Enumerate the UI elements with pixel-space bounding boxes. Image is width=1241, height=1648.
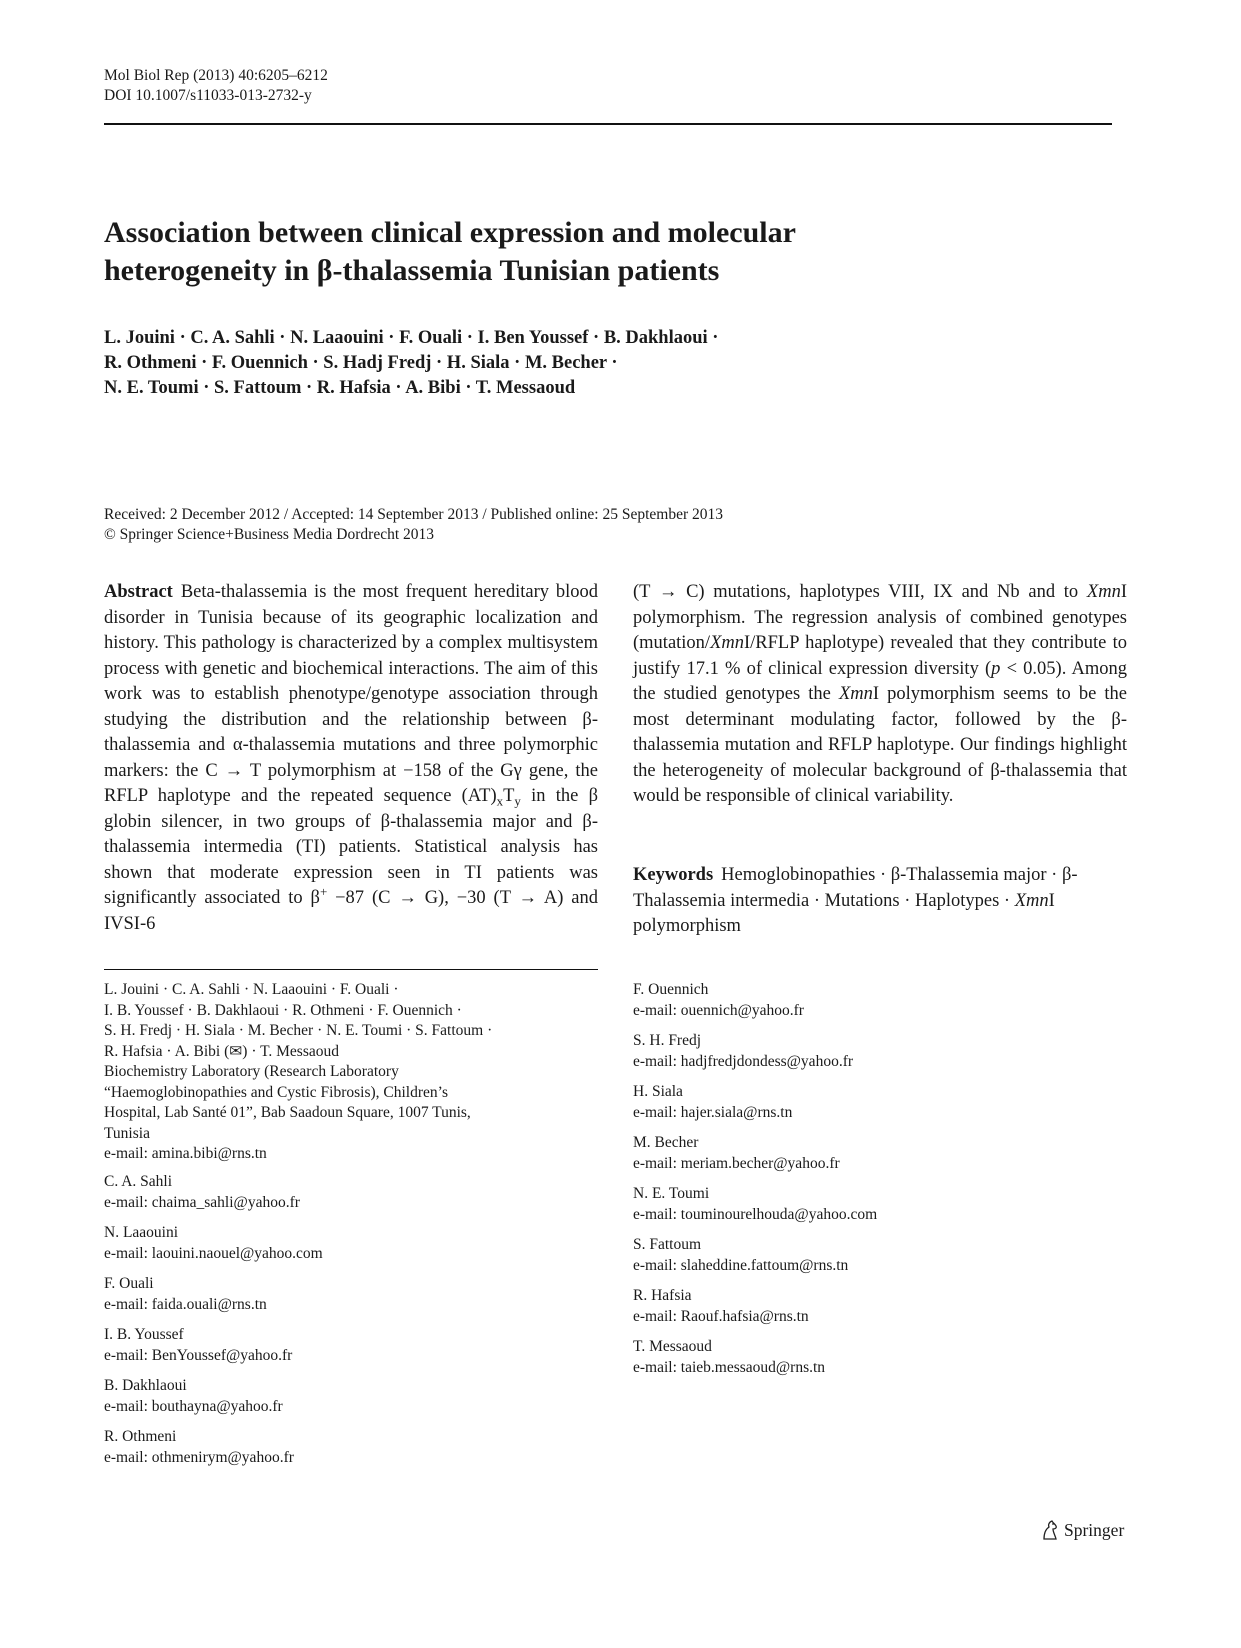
contact-name: N. E. Toumi [633,1185,710,1202]
contact-entry [104,1274,598,1315]
contact-email[interactable]: e-mail: meriam.becher@yahoo.fr [633,1154,840,1172]
abstract-text: I polymorphism. The regression analysis of combined genotypes (mutation/ [633,582,1127,653]
keywords-label: Keywords [633,865,714,885]
springer-knight-icon [1040,1519,1060,1541]
contact-entry [633,1082,1127,1123]
contact-email[interactable]: e-mail: hadjfredjdondess@yahoo.fr [633,1052,854,1070]
affiliation-line: S. H. Fredj · H. Siala · M. Becher · N. E. Toumi · S. Fattoum · [104,1022,493,1039]
affiliation-text: ) · T. Messaoud [242,1042,339,1060]
affiliation-block [104,980,598,1165]
contact-email[interactable]: e-mail: chaima_sahli@yahoo.fr [104,1193,300,1211]
abstract-text: I polymorphism seems to be the most determinant modulating factor, followed by the β-thalassemia mutation and RFLP haplotype. Our findings highlight the heterogeneity of molecular background of β-thalassemia that would be responsible of clinical variability. [633,684,1127,806]
contact-name: F. Ouali [104,1275,154,1292]
copyright-line: © Springer Science+Business Media Dordrecht 2013 [104,526,435,543]
contact-entry [633,1337,1127,1378]
contact-email[interactable]: e-mail: hajer.siala@rns.tn [633,1103,793,1121]
publication-dates [104,505,1104,545]
authors-line: N. E. Toumi · S. Fattoum · R. Hafsia · A. Bibi · T. Messaoud [104,378,576,398]
journal-citation: Mol Biol Rep (2013) 40:6205–6212 [104,67,328,84]
contact-name: R. Hafsia [633,1287,692,1304]
contact-name: C. A. Sahli [104,1173,173,1190]
contact-email[interactable]: e-mail: Raouf.hafsia@rns.tn [633,1307,809,1325]
abstract-text: < 0.05). Among the studied genotypes the [633,658,1127,704]
publisher-name: Springer [1064,1520,1125,1540]
author-list [104,326,1004,401]
subscript-y: y [514,793,521,809]
abstract-text: −87 (C → G), −30 (T → A) and IVSI-6 [104,888,598,934]
envelope-icon: ✉ [229,1042,243,1060]
keywords-text: I polymorphism [633,890,1055,936]
contact-entry [104,1325,598,1366]
contact-entry [104,1427,598,1468]
superscript-plus: + [319,883,328,899]
contact-entry [633,1184,1127,1225]
affiliation-line: “Haemoglobinopathies and Cystic Fibrosis), Children’s [104,1083,448,1101]
keywords [633,863,1127,940]
header-rule [104,123,1112,125]
contact-name: B. Dakhlaoui [104,1377,187,1394]
authors-line: L. Jouini · C. A. Sahli · N. Laaouini · F. Ouali · I. Ben Youssef · B. Dakhlaoui · [104,328,719,348]
contact-entry [104,1223,598,1264]
journal-header [104,66,328,106]
abstract-text: I/RFLP haplotype) revealed that they contribute to justify 17.1 % of clinical expression diversity ( [633,633,1127,679]
contact-entry [633,1133,1127,1174]
affiliation-line: I. B. Youssef · B. Dakhlaoui · R. Othmeni · F. Ouennich · [104,1001,462,1019]
subscript-x: x [496,793,504,809]
contact-entry [104,1172,598,1213]
italic-xmn: Xmn [1086,582,1121,602]
keywords-text: Hemoglobinopathies · β-Thalassemia major · β-Thalassemia intermedia · Mutations · Haplotypes · [633,865,1078,911]
abstract-text: in the β globin silencer, in two groups of β-thalassemia major and β-thalassemia intermedia (TI) patients. Statistical analysis has shown that moderate expression seen in TI patients was significantly associated to β [104,786,599,908]
contact-email[interactable]: e-mail: laouini.naouel@yahoo.com [104,1244,323,1262]
title-line: heterogeneity in β-thalassemia Tunisian patients [104,254,720,287]
contact-email[interactable]: e-mail: taieb.messaoud@rns.tn [633,1358,826,1376]
affiliation-line [104,1042,598,1063]
abstract-right-column [633,580,1127,810]
contact-entry [633,1235,1127,1276]
contact-name: I. B. Youssef [104,1326,184,1343]
contact-name: S. Fattoum [633,1236,702,1253]
abstract-left-column [104,580,598,937]
article-title [104,214,1004,290]
contact-email[interactable]: e-mail: faida.ouali@rns.tn [104,1295,267,1313]
contact-name: S. H. Fredj [633,1032,702,1049]
dates-line: Received: 2 December 2012 / Accepted: 14 September 2013 / Published online: 25 September 2013 [104,506,723,523]
italic-xmn: Xmn [710,633,744,653]
affiliation-line: Tunisia [104,1124,150,1142]
contact-name: F. Ouennich [633,981,709,998]
footnote-rule [104,969,598,970]
contact-entry [633,1031,1127,1072]
contact-email[interactable]: e-mail: othmenirym@yahoo.fr [104,1448,294,1466]
authors-line: R. Othmeni · F. Ouennich · S. Hadj Fredj · H. Siala · M. Becher · [104,353,618,373]
abstract-label: Abstract [104,582,173,602]
contact-email[interactable]: e-mail: bouthayna@yahoo.fr [104,1397,283,1415]
contact-email[interactable]: e-mail: BenYoussef@yahoo.fr [104,1346,293,1364]
italic-xmn: Xmn [838,684,873,704]
contact-name: T. Messaoud [633,1338,712,1355]
contact-entry [104,1376,598,1417]
contacts-right [633,980,1127,1388]
contact-name: H. Siala [633,1083,683,1100]
publisher-logo [1040,1518,1124,1542]
contact-name: N. Laaouini [104,1224,179,1241]
abstract-text: Beta-thalassemia is the most frequent hereditary blood disorder in Tunisia because of its geographic localization and history. This pathology is characterized by a complex multisystem process with genetic and biochemical interactions. The aim of this work was to establish phenotype/genotype association through studying the distribution and the relationship between β-thalassemia and α-thalassemia mutations and three polymorphic markers: the C → T polymorphism at −158 of the Gγ gene, the RFLP haplotype and the repeated sequence (AT) [104,582,598,806]
italic-xmn: Xmn [1014,890,1049,911]
contact-name: R. Othmeni [104,1428,177,1445]
contact-entry [633,1286,1127,1327]
contact-entry [633,980,1127,1021]
corresponding-email[interactable]: e-mail: amina.bibi@rns.tn [104,1145,267,1162]
affiliation-line: L. Jouini · C. A. Sahli · N. Laaouini · F. Ouali · [104,981,399,998]
contact-name: M. Becher [633,1134,699,1151]
affiliation-line: Hospital, Lab Santé 01”, Bab Saadoun Square, 1007 Tunis, [104,1104,471,1121]
contacts-left [104,1172,598,1478]
contact-email[interactable]: e-mail: touminourelhouda@yahoo.com [633,1205,878,1223]
title-line: Association between clinical expression and molecular [104,216,796,249]
affiliation-line: Biochemistry Laboratory (Research Laboratory [104,1063,399,1080]
italic-p: p [991,658,1001,679]
abstract-text: (T → C) mutations, haplotypes VIII, IX and Nb and to [633,582,1087,602]
contact-email[interactable]: e-mail: slaheddine.fattoum@rns.tn [633,1256,849,1274]
abstract-text: T [503,786,515,806]
contact-email[interactable]: e-mail: ouennich@yahoo.fr [633,1001,804,1019]
affiliation-text: R. Hafsia · A. Bibi ( [104,1042,230,1060]
doi[interactable]: DOI 10.1007/s11033-013-2732-y [104,87,312,104]
